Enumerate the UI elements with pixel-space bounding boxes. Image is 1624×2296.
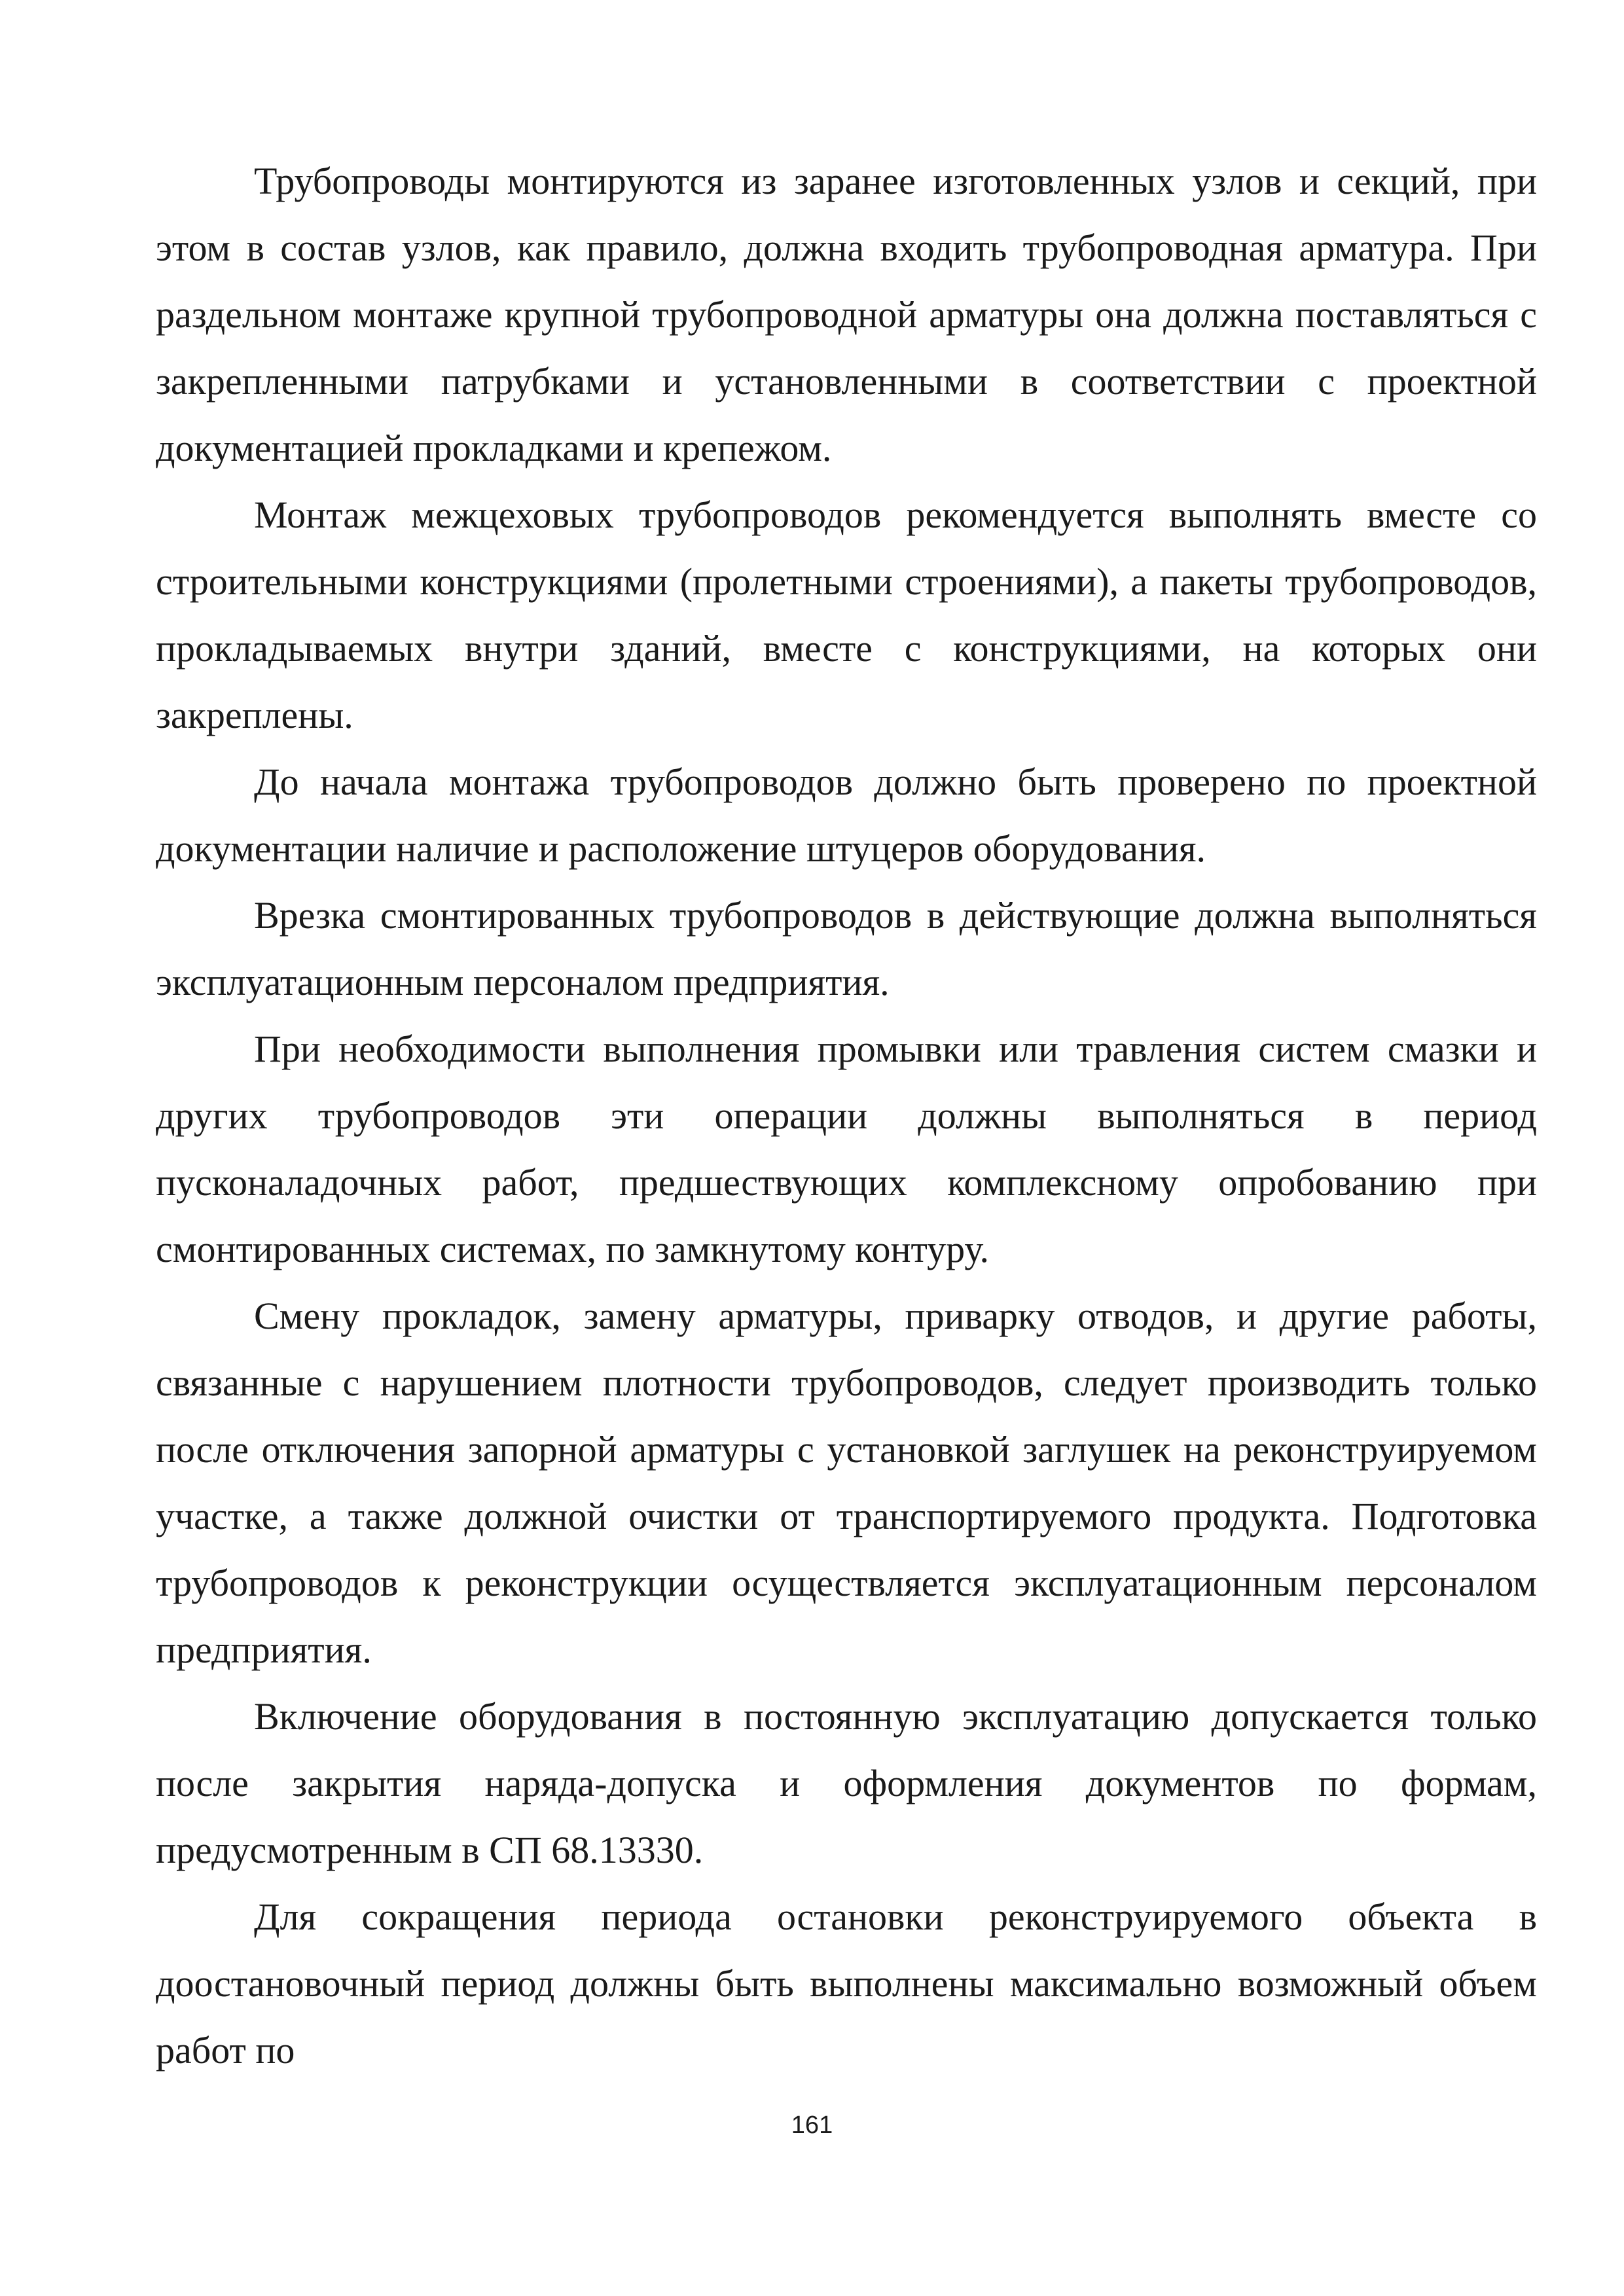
paragraph-4: Врезка смонтированных трубопроводов в действующие должна выполняться эксплуатационным персоналом предприятия. xyxy=(156,894,1537,1003)
page-number: 161 xyxy=(791,2111,833,2139)
paragraph-2: Монтаж межцеховых трубопроводов рекомендуется выполнять вместе со строительными конструкциями (пролетными строениями), а пакеты трубопроводов, прокладываемых внутри зданий, вместе с конструкциями, на которых они закреплены. xyxy=(156,493,1537,736)
body-text xyxy=(156,148,1537,2084)
paragraph-6: Смену прокладок, замену арматуры, приварку отводов, и другие работы, связанные с нарушением плотности трубопроводов, следует производить только после отключения запорной арматуры с установкой заглушек на реконструируемом участке, а также должной очистки от транспортируемого продукта. Подготовка трубопроводов к реконструкции осуществляется эксплуатационным персоналом предприятия. xyxy=(156,1295,1537,1671)
paragraph-5: При необходимости выполнения промывки или травления систем смазки и других трубопроводов эти операции должны выполняться в период пусконаладочных работ, предшествующих комплексному опробованию при смонтированных системах, по замкнутому контуру. xyxy=(156,1028,1537,1270)
paragraph-1: Трубопроводы монтируются из заранее изготовленных узлов и секций, при этом в состав узлов, как правило, должна входить трубопроводная арматура. При раздельном монтаже крупной трубопроводной арматуры она должна поставляться с закрепленными патрубками и установленными в соответствии с проектной документацией прокладками и крепежом. xyxy=(156,160,1537,469)
paragraph-7: Включение оборудования в постоянную эксплуатацию допускается только после закрытия наряда-допуска и оформления документов по формам, предусмотренным в СП 68.13330. xyxy=(156,1695,1537,1871)
paragraph-8: Для сокращения периода остановки реконструируемого объекта в доостановочный период должны быть выполнены максимально возможный объем работ по xyxy=(156,1895,1537,2072)
paragraph-3: До начала монтажа трубопроводов должно быть проверено по проектной документации наличие и расположение штуцеров оборудования. xyxy=(156,761,1537,870)
